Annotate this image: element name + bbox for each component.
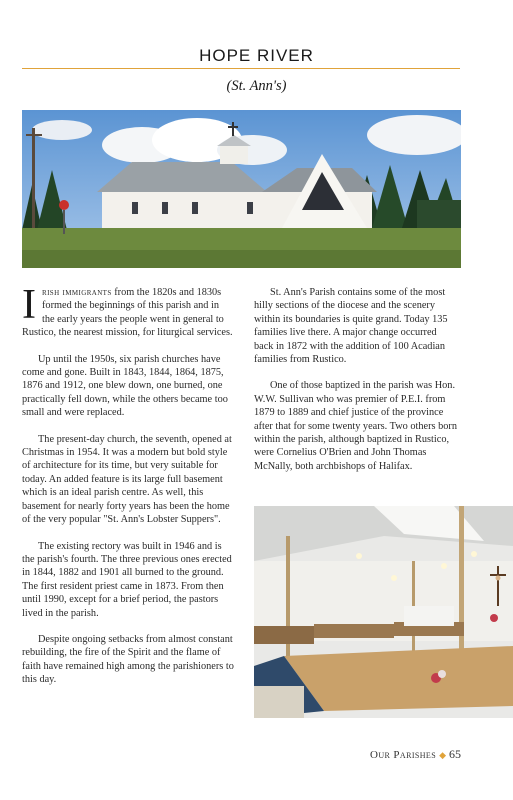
left-text-column bbox=[22, 282, 234, 700]
diamond-icon: ◆ bbox=[439, 750, 446, 760]
church-interior-photo bbox=[254, 506, 513, 718]
drop-cap: I bbox=[22, 282, 36, 328]
intro-paragraph bbox=[22, 282, 234, 340]
intro-rest-text: from the 1820s and 1830s formed the beginnings of this parish and in the early years the people went in general to Rustico, the nearest mission, for liturgical services. bbox=[22, 287, 233, 339]
notable-baptisms-paragraph: One of those baptized in the parish was Hon. W.W. Sullivan who was premier of P.E.I. from 1879 to 1889 and chief justice of the province after that for some twenty years. Two others born within the parish, although baptized in Rustico, were Cornelius O'Brien and John Thomas McNally, both archbishops of Halifax. bbox=[254, 380, 457, 472]
church-exterior-illustration bbox=[22, 110, 461, 268]
page-title: HOPE RIVER bbox=[199, 46, 314, 65]
rectory-paragraph: The existing rectory was built in 1946 and is the parish's fourth. The three previous ones erected in 1844, 1882 and 1901 all burned to the ground. The first resident priest came in 1873. From then until 1990, except for a brief period, the pastors lived in the parish. bbox=[22, 540, 232, 619]
lead-in-text: rish immigrants bbox=[42, 287, 112, 298]
churches-history-paragraph: Up until the 1950s, six parish churches have come and gone. Built in 1843, 1844, 1864, 1875, 1876 and 1912, one blew down, one burned, one practically fell down, while the others became too small and were replaced. bbox=[22, 353, 228, 419]
closing-paragraph: Despite ongoing setbacks from almost constant rebuilding, the fire of the Spirit and the flame of faith have remained high among the parishioners to this day. bbox=[22, 633, 234, 686]
footer-section-label: Our Parishes bbox=[370, 749, 437, 761]
present-church-paragraph: The present-day church, the seventh, opened at Christmas in 1954. It was a modern but bold style of architecture for its time, but very suitable for today. An added feature is its large full basement which is an ideal parish centre. As well, this basement for nearly forty years has been the home of the very popular "St. Ann's Lobster Suppers". bbox=[22, 433, 232, 526]
page-footer bbox=[370, 747, 461, 762]
church-interior-illustration bbox=[254, 506, 513, 718]
parish-scenery-paragraph: St. Ann's Parish contains some of the most hilly sections of the diocese and the scenery within its boundaries is quite grand. Today 135 families live there. A major change occurred back in 1872 with the addition of 100 Acadian families from Rustico. bbox=[254, 287, 448, 366]
title-rule bbox=[22, 68, 460, 69]
page-number: 65 bbox=[449, 747, 461, 761]
right-text-column bbox=[254, 286, 458, 486]
church-exterior-photo bbox=[22, 110, 461, 268]
page-subtitle: (St. Ann's) bbox=[226, 78, 287, 94]
